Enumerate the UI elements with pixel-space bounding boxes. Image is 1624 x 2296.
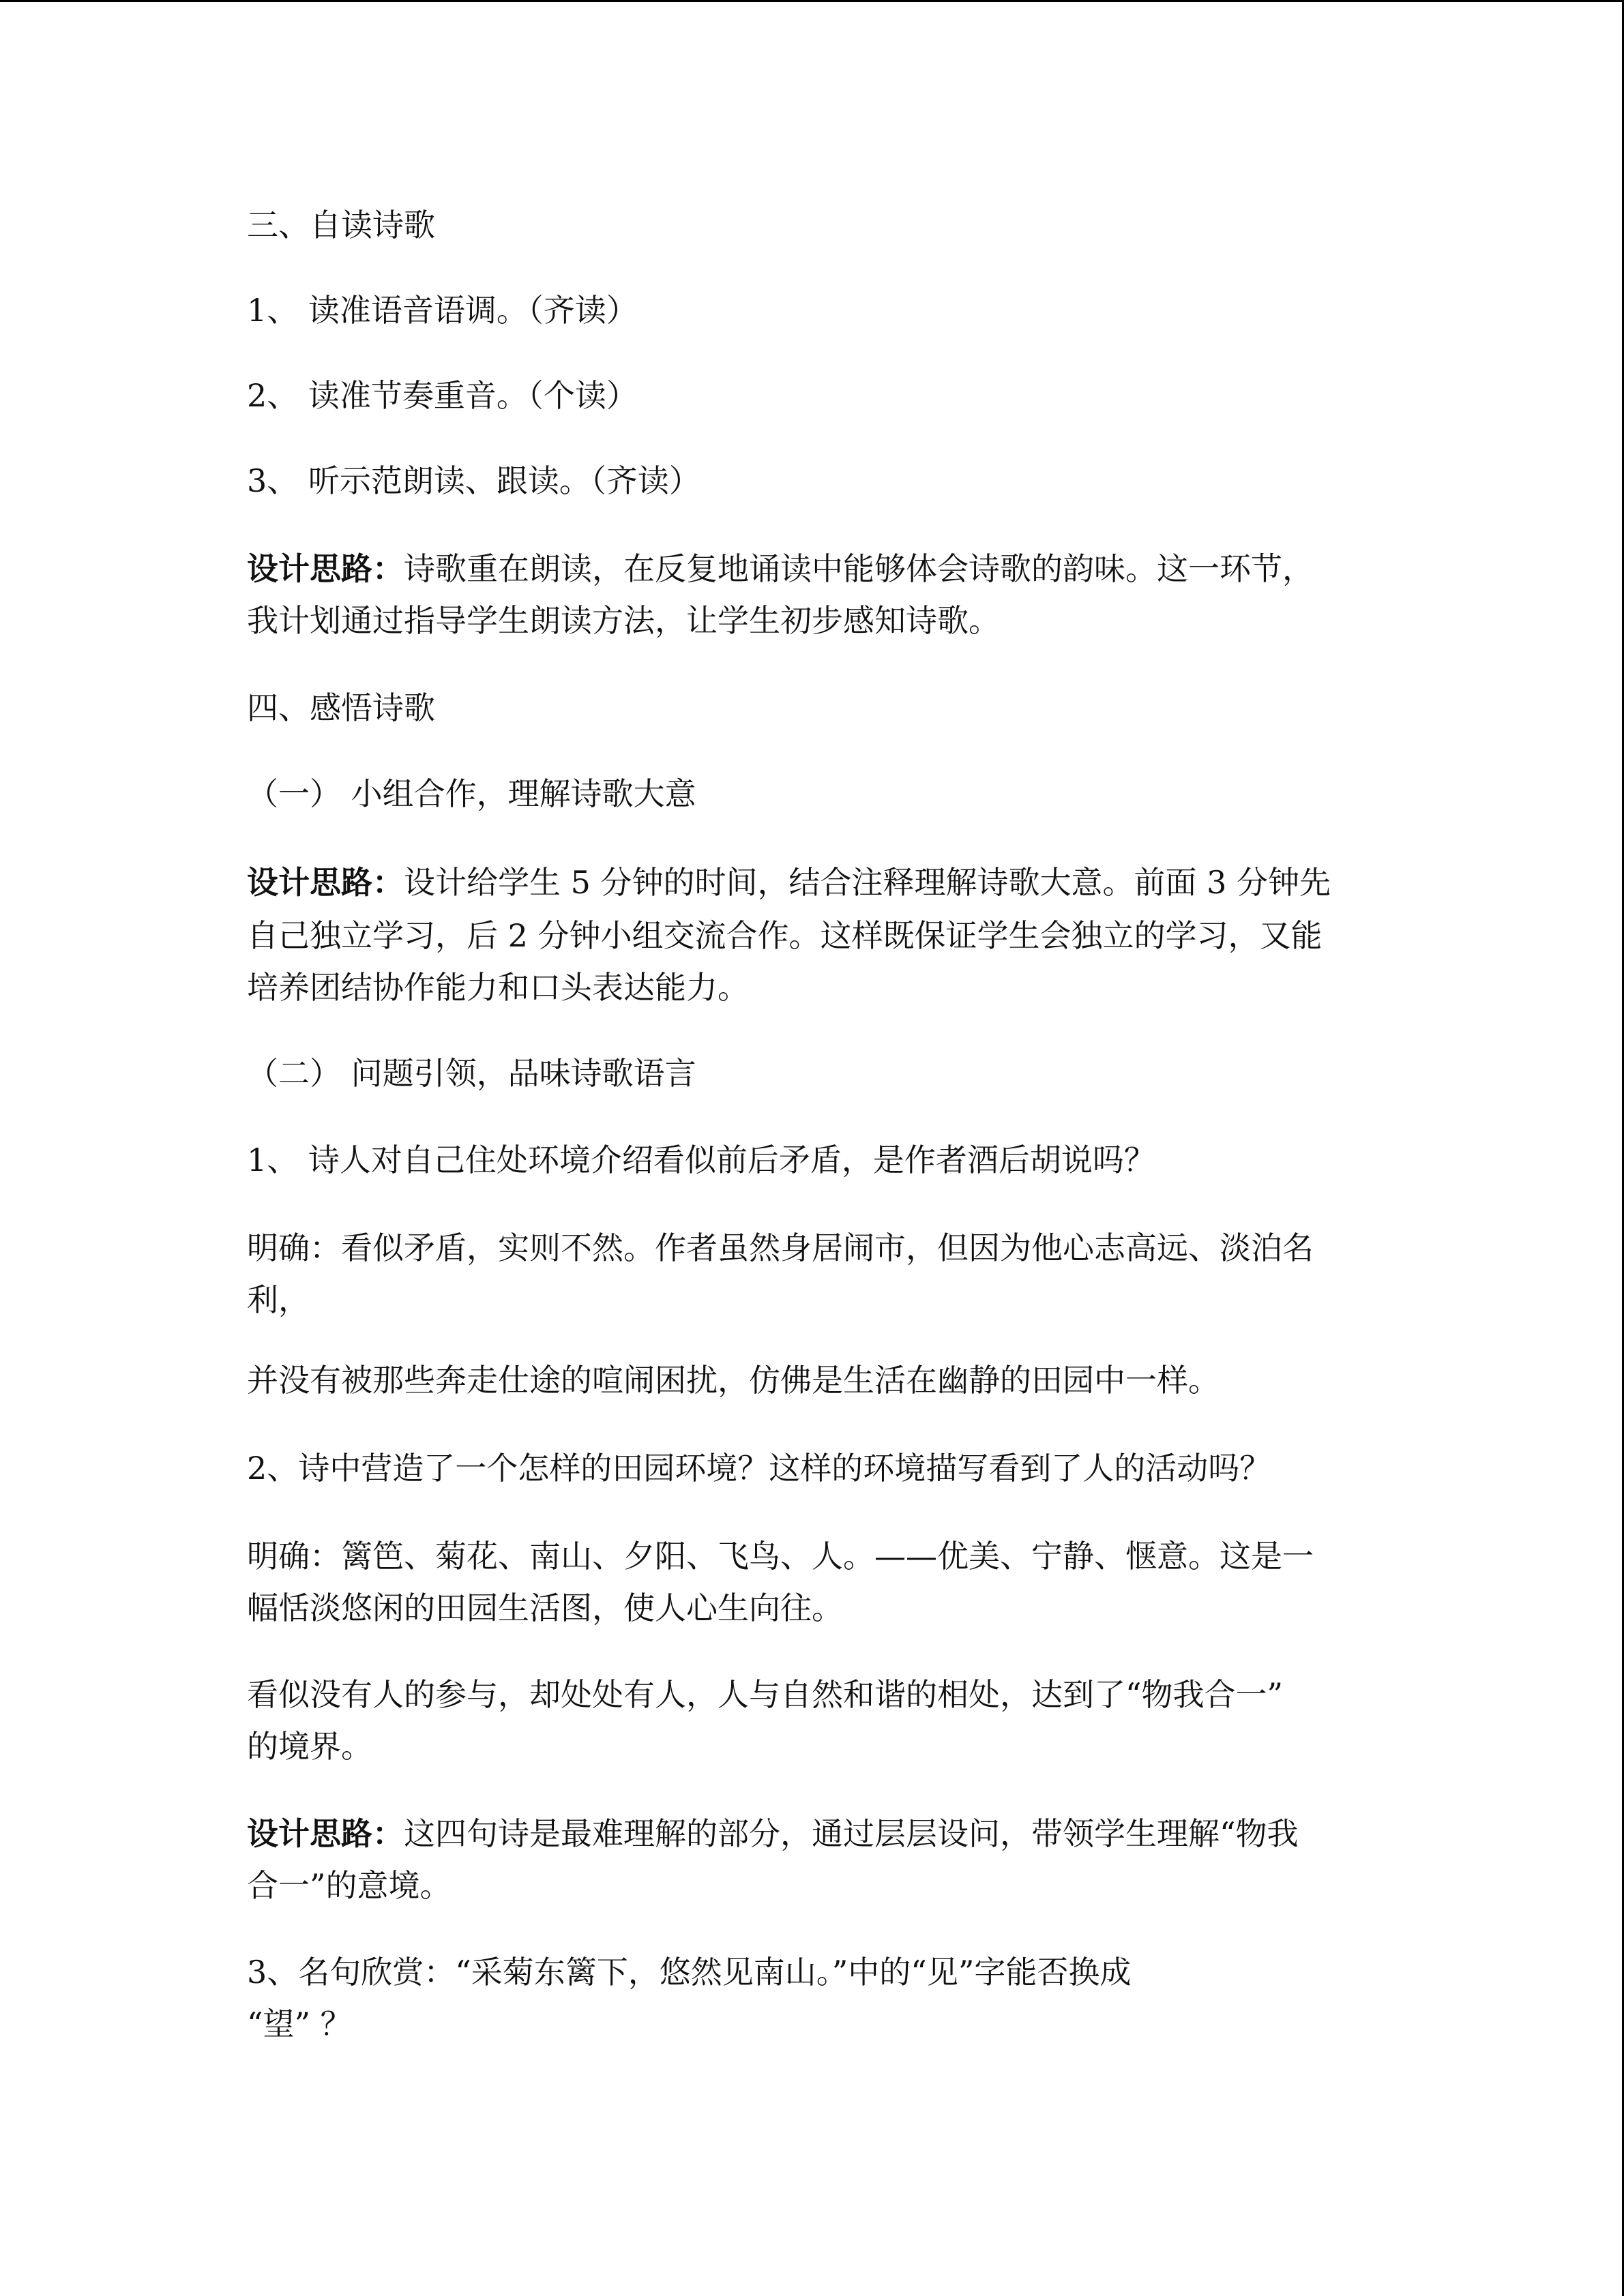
section-heading-3: 三、自读诗歌 [247,207,435,243]
design-note-line: 设计思路：诗歌重在朗读，在反复地诵读中能够体会诗歌的韵味。这一环节， [247,550,1314,587]
question-line: “望” ？ [247,2006,352,2042]
answer-line: 明确：篱笆、菊花、南山、夕阳、飞鸟、人。——优美、宁静、惬意。这是一 [247,1538,1314,1575]
design-note-label: 设计思路： [247,550,404,587]
design-note-line: 设计思路：设计给学生 5 分钟的时间，结合注释理解诗歌大意。前面 3 分钟先 [247,864,1331,901]
design-note-line: 设计思路：这四句诗是最难理解的部分，通过层层设问，带领学生理解“物我 [247,1815,1299,1852]
answer-line: 的境界。 [247,1728,372,1765]
design-note-label: 设计思路： [247,1815,404,1852]
list-item: 1、 读准语音语调。（齐读） [247,292,638,329]
question-line: 3、名句欣赏：“采菊东篱下，悠然见南山。”中的“见”字能否换成 [247,1954,1132,1991]
question-line: 1、 诗人对自己住处环境介绍看似前后矛盾，是作者酒后胡说吗？ [247,1142,1155,1178]
design-note-line: 我计划通过指导学生朗读方法，让学生初步感知诗歌。 [247,602,1000,639]
answer-line: 看似没有人的参与，却处处有人，人与自然和谐的相处，达到了“物我合一” [247,1676,1284,1713]
subsection-heading: （一） 小组合作，理解诗歌大意 [247,775,696,812]
question-line: 2、诗中营造了一个怎样的田园环境？这样的环境描写看到了人的活动吗？ [247,1450,1271,1487]
design-note-line: 自己独立学习，后 2 分钟小组交流合作。这样既保证学生会独立的学习，又能 [247,917,1323,954]
design-note-line: 培养团结协作能力和口头表达能力。 [247,969,749,1006]
design-note-label: 设计思路： [247,864,404,901]
subsection-heading: （二） 问题引领，品味诗歌语言 [247,1055,696,1092]
design-note-line: 合一”的意境。 [247,1867,452,1904]
answer-line: 幅恬淡悠闲的田园生活图，使人心生向往。 [247,1590,843,1626]
list-item: 3、 听示范朗读、跟读。（齐读） [247,462,700,499]
list-item: 2、 读准节奏重音。（个读） [247,377,638,414]
answer-line: 并没有被那些奔走仕途的喧闹困扰，仿佛是生活在幽静的田园中一样。 [247,1362,1220,1399]
answer-line: 利， [247,1281,310,1318]
answer-line: 明确：看似矛盾，实则不然。作者虽然身居闹市，但因为他心志高远、淡泊名 [247,1229,1314,1266]
section-heading-4: 四、感悟诗歌 [247,689,435,726]
